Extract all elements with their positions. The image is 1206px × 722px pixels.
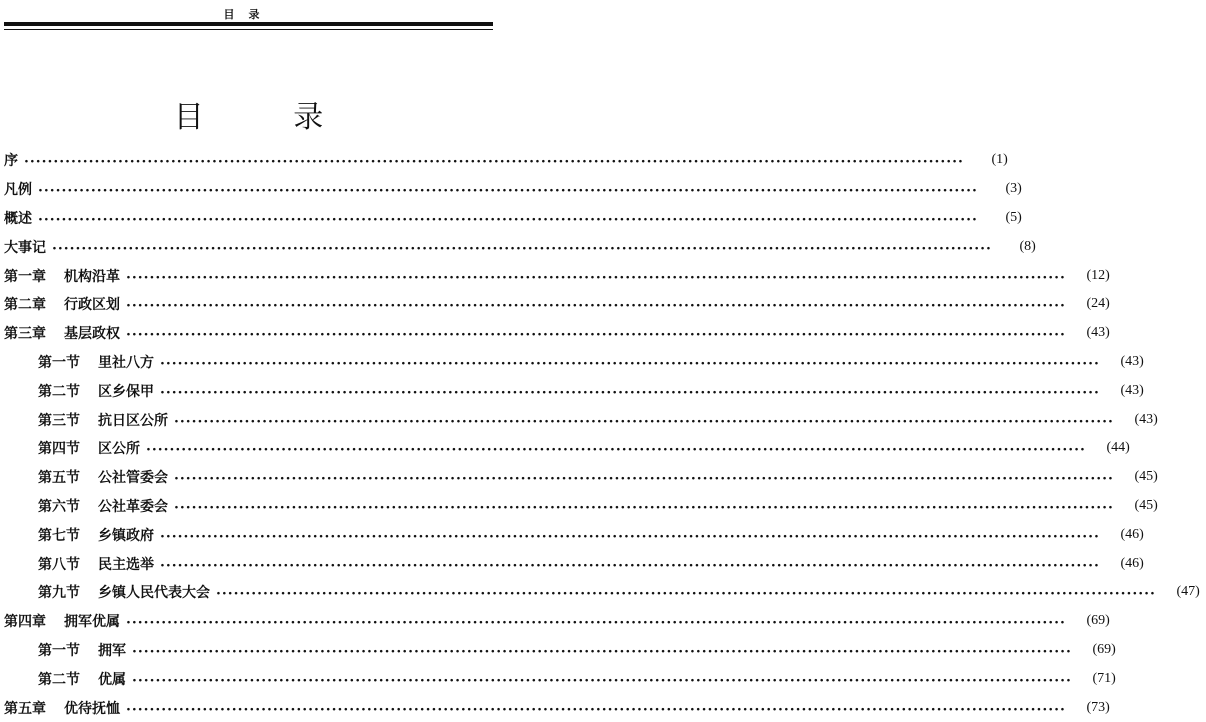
dot-leader: ································································································································································: [132, 672, 1072, 689]
toc-entry-label: [38, 640, 126, 660]
toc-entry-label: [38, 438, 140, 458]
toc-entry-page: (43): [1120, 382, 1144, 398]
toc-entry-label: [4, 208, 32, 228]
toc-entry-number: 第四章: [4, 614, 46, 631]
dot-leader: ································································································································································: [146, 442, 1086, 459]
toc-entry-page: (8): [1019, 238, 1036, 254]
toc-entry-title: 机构沿革: [64, 268, 120, 285]
dot-leader: ································································································································································: [160, 557, 1100, 574]
dot-leader: ································································································································································: [126, 327, 1066, 344]
toc-entry-label: [4, 179, 32, 199]
toc-entry-number: 第二章: [4, 297, 46, 314]
toc-entry-title: 乡镇人民代表大会: [98, 585, 210, 602]
toc-entry[interactable]: [0, 175, 1022, 204]
toc-entry-label: [38, 410, 168, 430]
dot-leader: ································································································································································: [38, 183, 978, 200]
toc-entry-title: 行政区划: [64, 297, 120, 314]
toc-entry-label: [4, 323, 120, 343]
toc-entry-page: (47): [1176, 584, 1200, 600]
table-of-contents: [0, 146, 1200, 722]
toc-entry-title: 公社革委会: [98, 498, 168, 515]
dot-leader: ································································································································································: [174, 499, 1114, 516]
toc-entry-label: [4, 698, 120, 718]
dot-leader: ································································································································································: [38, 211, 978, 228]
dot-leader: ································································································································································: [52, 240, 992, 257]
toc-entry-number: 第八节: [38, 556, 80, 573]
toc-entry-title: 拥军优属: [64, 614, 120, 631]
toc-entry-title: 区乡保甲: [98, 383, 154, 400]
toc-entry-title: 区公所: [98, 441, 140, 458]
dot-leader: ································································································································································: [216, 586, 1156, 603]
toc-entry-label: [38, 582, 210, 602]
toc-entry-number: 序: [4, 153, 18, 170]
toc-entry-label: [38, 525, 154, 545]
toc-entry-page: (43): [1134, 411, 1158, 427]
toc-entry-label: [4, 266, 120, 286]
toc-entry[interactable]: [0, 693, 1110, 722]
toc-entry-number: 第四节: [38, 441, 80, 458]
dot-leader: ································································································································································: [160, 528, 1100, 545]
toc-entry-label: [38, 669, 126, 689]
toc-entry-label: [38, 352, 154, 372]
dot-leader: ································································································································································: [126, 298, 1066, 315]
toc-entry-page: (46): [1120, 555, 1144, 571]
toc-entry-number: 第三节: [38, 412, 80, 429]
toc-entry[interactable]: [0, 204, 1022, 233]
toc-entry-title: 民主选举: [98, 556, 154, 573]
toc-entry-title: 基层政权: [64, 326, 120, 343]
toc-entry-label: [4, 150, 18, 170]
toc-entry-title: 乡镇政府: [98, 527, 154, 544]
toc-entry-number: 第五章: [4, 700, 46, 717]
toc-entry[interactable]: [0, 146, 1008, 175]
toc-entry[interactable]: [0, 434, 1130, 463]
toc-entry-page: (3): [1005, 181, 1022, 197]
toc-entry-label: [38, 554, 154, 574]
toc-entry-page: (73): [1086, 699, 1110, 715]
toc-entry-number: 第六节: [38, 498, 80, 515]
toc-entry-page: (46): [1120, 526, 1144, 542]
dot-leader: ································································································································································: [126, 615, 1066, 632]
toc-entry-number: 第五节: [38, 470, 80, 487]
toc-entry-page: (45): [1134, 469, 1158, 485]
toc-entry-page: (71): [1092, 670, 1116, 686]
toc-entry[interactable]: [0, 607, 1110, 636]
toc-entry-page: (24): [1086, 296, 1110, 312]
toc-entry-number: 第七节: [38, 527, 80, 544]
dot-leader: ································································································································································: [160, 355, 1100, 372]
toc-entry-number: 第二节: [38, 671, 80, 688]
toc-entry-page: (5): [1005, 209, 1022, 225]
toc-entry-number: 第二节: [38, 383, 80, 400]
toc-entry-label: [38, 467, 168, 487]
toc-entry[interactable]: [0, 578, 1200, 607]
toc-entry-page: (69): [1092, 641, 1116, 657]
toc-entry[interactable]: [0, 463, 1158, 492]
toc-entry-page: (43): [1120, 353, 1144, 369]
dot-leader: ································································································································································: [160, 384, 1100, 401]
toc-entry-title: 优待抚恤: [64, 700, 120, 717]
dot-leader: ································································································································································: [132, 643, 1072, 660]
toc-entry-number: 第一节: [38, 354, 80, 371]
toc-entry-title: 拥军: [98, 642, 126, 659]
dot-leader: ································································································································································: [126, 701, 1066, 718]
toc-entry-page: (45): [1134, 497, 1158, 513]
toc-entry[interactable]: [0, 376, 1144, 405]
toc-entry[interactable]: [0, 520, 1144, 549]
toc-entry[interactable]: [0, 348, 1144, 377]
toc-entry-number: 概述: [4, 210, 32, 227]
toc-entry-number: 第一章: [4, 268, 46, 285]
toc-entry[interactable]: [0, 232, 1036, 261]
toc-entry-label: [4, 611, 120, 631]
toc-entry-page: (44): [1106, 440, 1130, 456]
toc-entry-page: (1): [991, 152, 1008, 168]
toc-entry-number: 大事记: [4, 239, 46, 256]
running-header: 目录: [223, 8, 274, 21]
toc-entry-label: [38, 496, 168, 516]
dot-leader: ································································································································································: [24, 154, 964, 171]
toc-entry-label: [38, 381, 154, 401]
dot-leader: ································································································································································: [126, 269, 1066, 286]
toc-entry-page: (12): [1086, 267, 1110, 283]
toc-entry-title: 里社八方: [98, 354, 154, 371]
header-rule: [4, 22, 493, 26]
toc-entry[interactable]: [0, 405, 1158, 434]
toc-entry[interactable]: [0, 636, 1116, 665]
dot-leader: ································································································································································: [174, 471, 1114, 488]
toc-entry-number: 第三章: [4, 326, 46, 343]
toc-entry-number: 第九节: [38, 585, 80, 602]
toc-entry-title: 公社管委会: [98, 470, 168, 487]
toc-entry[interactable]: [0, 319, 1110, 348]
toc-entry[interactable]: [0, 261, 1110, 290]
toc-entry-title: 抗日区公所: [98, 412, 168, 429]
toc-entry-number: 第一节: [38, 642, 80, 659]
toc-entry-label: [4, 237, 46, 257]
toc-entry[interactable]: [0, 290, 1110, 319]
toc-entry[interactable]: [0, 664, 1116, 693]
toc-entry[interactable]: [0, 492, 1158, 521]
toc-entry[interactable]: [0, 549, 1144, 578]
toc-entry-title: 优属: [98, 671, 126, 688]
toc-entry-page: (43): [1086, 325, 1110, 341]
dot-leader: ································································································································································: [174, 413, 1114, 430]
page-title: 目 录: [173, 100, 364, 136]
toc-entry-page: (69): [1086, 613, 1110, 629]
header-rule-thin: [4, 29, 493, 30]
toc-entry-label: [4, 294, 120, 314]
toc-entry-number: 凡例: [4, 182, 32, 199]
